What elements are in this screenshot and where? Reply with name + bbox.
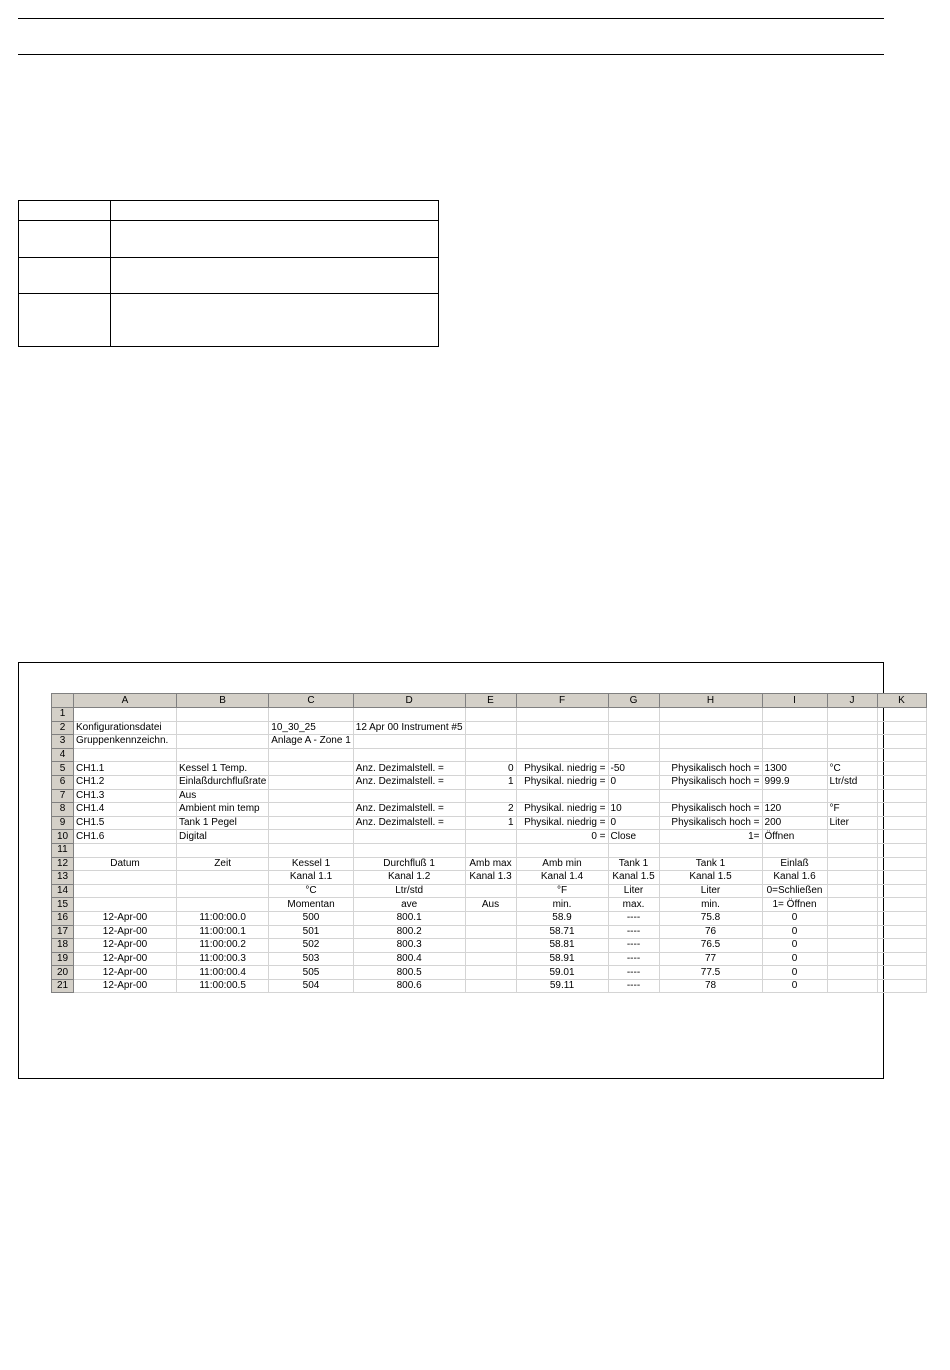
- cell-i8[interactable]: 120: [762, 803, 827, 817]
- cell-h10[interactable]: 1=: [659, 830, 762, 844]
- table-cell: [111, 294, 439, 347]
- cell-f14[interactable]: °F: [516, 884, 608, 898]
- cell-a7[interactable]: CH1.3: [74, 789, 177, 803]
- cell-h2[interactable]: [659, 721, 762, 735]
- cell-a19[interactable]: 12-Apr-00: [74, 952, 177, 966]
- column-header-j[interactable]: J: [827, 694, 877, 708]
- cell-a5[interactable]: CH1.1: [74, 762, 177, 776]
- cell-c11[interactable]: [269, 843, 354, 857]
- cell-j10[interactable]: [827, 830, 877, 844]
- cell-b13[interactable]: [177, 871, 269, 885]
- cell-j13[interactable]: [827, 871, 877, 885]
- cell-d16[interactable]: 800.1: [353, 911, 465, 925]
- sheet-row-19: [52, 952, 927, 966]
- cell-k18[interactable]: [877, 939, 926, 953]
- cell-a13[interactable]: [74, 871, 177, 885]
- cell-i14[interactable]: 0=Schließen: [762, 884, 827, 898]
- cell-j3[interactable]: [827, 735, 877, 749]
- cell-f7[interactable]: [516, 789, 608, 803]
- cell-b14[interactable]: [177, 884, 269, 898]
- column-header-e[interactable]: E: [465, 694, 516, 708]
- sheet-row-2: [52, 721, 927, 735]
- cell-g16[interactable]: ----: [608, 911, 659, 925]
- cell-h14[interactable]: Liter: [659, 884, 762, 898]
- table-cell: [19, 221, 111, 258]
- cell-f13[interactable]: Kanal 1.4: [516, 871, 608, 885]
- cell-i9[interactable]: 200: [762, 816, 827, 830]
- cell-f15[interactable]: min.: [516, 898, 608, 912]
- cell-i3[interactable]: [762, 735, 827, 749]
- cell-j17[interactable]: [827, 925, 877, 939]
- cell-k8[interactable]: [877, 803, 926, 817]
- cell-h12[interactable]: Tank 1: [659, 857, 762, 871]
- cell-b12[interactable]: Zeit: [177, 857, 269, 871]
- cell-g14[interactable]: Liter: [608, 884, 659, 898]
- cell-d9[interactable]: Anz. Dezimalstell. =: [353, 816, 465, 830]
- cell-k6[interactable]: [877, 775, 926, 789]
- cell-a14[interactable]: [74, 884, 177, 898]
- table-cell: [19, 294, 111, 347]
- cell-c21[interactable]: 504: [269, 979, 354, 993]
- cell-d10[interactable]: [353, 830, 465, 844]
- cell-g9[interactable]: 0: [608, 816, 659, 830]
- cell-b18[interactable]: 11:00:00.2: [177, 939, 269, 953]
- cell-d14[interactable]: Ltr/std: [353, 884, 465, 898]
- cell-g15[interactable]: max.: [608, 898, 659, 912]
- cell-b9[interactable]: Tank 1 Pegel: [177, 816, 269, 830]
- cell-h15[interactable]: min.: [659, 898, 762, 912]
- cell-a16[interactable]: 12-Apr-00: [74, 911, 177, 925]
- column-header-c[interactable]: C: [269, 694, 354, 708]
- cell-e20[interactable]: [465, 966, 516, 980]
- cell-h6[interactable]: Physikalisch hoch =: [659, 775, 762, 789]
- cell-c7[interactable]: [269, 789, 354, 803]
- cell-e5[interactable]: 0: [465, 762, 516, 776]
- cell-e19[interactable]: [465, 952, 516, 966]
- cell-d5[interactable]: Anz. Dezimalstell. =: [353, 762, 465, 776]
- cell-f12[interactable]: Amb min: [516, 857, 608, 871]
- row-header[interactable]: 20: [52, 966, 74, 980]
- cell-a12[interactable]: Datum: [74, 857, 177, 871]
- cell-f16[interactable]: 58.9: [516, 911, 608, 925]
- cell-j18[interactable]: [827, 939, 877, 953]
- cell-k14[interactable]: [877, 884, 926, 898]
- cell-j19[interactable]: [827, 952, 877, 966]
- spreadsheet: [51, 693, 927, 993]
- cell-j15[interactable]: [827, 898, 877, 912]
- cell-g2[interactable]: [608, 721, 659, 735]
- cell-i5[interactable]: 1300: [762, 762, 827, 776]
- row-header[interactable]: 12: [52, 857, 74, 871]
- cell-k9[interactable]: [877, 816, 926, 830]
- cell-i10[interactable]: Öffnen: [762, 830, 827, 844]
- cell-f9[interactable]: Physikal. niedrig =: [516, 816, 608, 830]
- cell-d19[interactable]: 800.4: [353, 952, 465, 966]
- cell-g18[interactable]: ----: [608, 939, 659, 953]
- cell-e3[interactable]: [465, 735, 516, 749]
- cell-i15[interactable]: 1= Öffnen: [762, 898, 827, 912]
- row-header[interactable]: 21: [52, 979, 74, 993]
- cell-d17[interactable]: 800.2: [353, 925, 465, 939]
- cell-c19[interactable]: 503: [269, 952, 354, 966]
- cell-b21[interactable]: 11:00:00.5: [177, 979, 269, 993]
- column-header-f[interactable]: F: [516, 694, 608, 708]
- cell-c4[interactable]: [269, 748, 354, 762]
- cell-e14[interactable]: [465, 884, 516, 898]
- column-header-row: [52, 694, 927, 708]
- cell-h20[interactable]: 77.5: [659, 966, 762, 980]
- cell-i16[interactable]: 0: [762, 911, 827, 925]
- cell-e8[interactable]: 2: [465, 803, 516, 817]
- table-cell: [111, 201, 439, 221]
- cell-b5[interactable]: Kessel 1 Temp.: [177, 762, 269, 776]
- second-rule: [18, 54, 884, 55]
- cell-g6[interactable]: 0: [608, 775, 659, 789]
- sheet-row-17: [52, 925, 927, 939]
- cell-b3[interactable]: [177, 735, 269, 749]
- cell-f2[interactable]: [516, 721, 608, 735]
- cell-a18[interactable]: 12-Apr-00: [74, 939, 177, 953]
- cell-c15[interactable]: Momentan: [269, 898, 354, 912]
- row-header[interactable]: 16: [52, 911, 74, 925]
- column-header-h[interactable]: H: [659, 694, 762, 708]
- cell-d20[interactable]: 800.5: [353, 966, 465, 980]
- sheet-row-10: [52, 830, 927, 844]
- sheet-row-21: [52, 979, 927, 993]
- cell-j5[interactable]: °C: [827, 762, 877, 776]
- cell-g12[interactable]: Tank 1: [608, 857, 659, 871]
- top-rule: [18, 18, 884, 19]
- cell-b17[interactable]: 11:00:00.1: [177, 925, 269, 939]
- sheet-row-9: [52, 816, 927, 830]
- cell-k4[interactable]: [877, 748, 926, 762]
- cell-h4[interactable]: [659, 748, 762, 762]
- cell-h18[interactable]: 76.5: [659, 939, 762, 953]
- cell-a11[interactable]: [74, 843, 177, 857]
- cell-i21[interactable]: 0: [762, 979, 827, 993]
- cell-d11[interactable]: [353, 843, 465, 857]
- cell-k5[interactable]: [877, 762, 926, 776]
- cell-d7[interactable]: [353, 789, 465, 803]
- cell-f4[interactable]: [516, 748, 608, 762]
- cell-f21[interactable]: 59.11: [516, 979, 608, 993]
- cell-j16[interactable]: [827, 911, 877, 925]
- cell-c10[interactable]: [269, 830, 354, 844]
- cell-i2[interactable]: [762, 721, 827, 735]
- cell-i13[interactable]: Kanal 1.6: [762, 871, 827, 885]
- cell-k19[interactable]: [877, 952, 926, 966]
- cell-h5[interactable]: Physikalisch hoch =: [659, 762, 762, 776]
- sheet-row-6: [52, 775, 927, 789]
- cell-j9[interactable]: Liter: [827, 816, 877, 830]
- cell-c5[interactable]: [269, 762, 354, 776]
- row-header[interactable]: 4: [52, 748, 74, 762]
- cell-b20[interactable]: 11:00:00.4: [177, 966, 269, 980]
- cell-d8[interactable]: Anz. Dezimalstell. =: [353, 803, 465, 817]
- cell-e1[interactable]: [465, 708, 516, 722]
- cell-h13[interactable]: Kanal 1.5: [659, 871, 762, 885]
- cell-d6[interactable]: Anz. Dezimalstell. =: [353, 775, 465, 789]
- cell-k15[interactable]: [877, 898, 926, 912]
- cell-a8[interactable]: CH1.4: [74, 803, 177, 817]
- cell-f20[interactable]: 59.01: [516, 966, 608, 980]
- cell-d4[interactable]: [353, 748, 465, 762]
- cell-i11[interactable]: [762, 843, 827, 857]
- table-cell: [111, 221, 439, 258]
- cell-f1[interactable]: [516, 708, 608, 722]
- cell-b15[interactable]: [177, 898, 269, 912]
- cell-c13[interactable]: Kanal 1.1: [269, 871, 354, 885]
- sheet-row-12: [52, 857, 927, 871]
- sheet-row-3: [52, 735, 927, 749]
- cell-e4[interactable]: [465, 748, 516, 762]
- cell-g7[interactable]: [608, 789, 659, 803]
- row-header[interactable]: 13: [52, 871, 74, 885]
- cell-k1[interactable]: [877, 708, 926, 722]
- cell-f19[interactable]: 58.91: [516, 952, 608, 966]
- row-header[interactable]: 9: [52, 816, 74, 830]
- cell-e15[interactable]: Aus: [465, 898, 516, 912]
- column-header-a[interactable]: A: [74, 694, 177, 708]
- cell-a2[interactable]: Konfigurationsdatei: [74, 721, 177, 735]
- cell-c9[interactable]: [269, 816, 354, 830]
- cell-k7[interactable]: [877, 789, 926, 803]
- cell-a9[interactable]: CH1.5: [74, 816, 177, 830]
- cell-b7[interactable]: Aus: [177, 789, 269, 803]
- sheet-row-18: [52, 939, 927, 953]
- cell-j21[interactable]: [827, 979, 877, 993]
- sheet-row-14: [52, 884, 927, 898]
- cell-g11[interactable]: [608, 843, 659, 857]
- cell-f17[interactable]: 58.71: [516, 925, 608, 939]
- cell-c20[interactable]: 505: [269, 966, 354, 980]
- cell-g10[interactable]: Close: [608, 830, 659, 844]
- sheet-row-4: [52, 748, 927, 762]
- row-header[interactable]: 1: [52, 708, 74, 722]
- cell-e10[interactable]: [465, 830, 516, 844]
- cell-i19[interactable]: 0: [762, 952, 827, 966]
- cell-a10[interactable]: CH1.6: [74, 830, 177, 844]
- column-header-k[interactable]: K: [877, 694, 926, 708]
- cell-d3[interactable]: [353, 735, 465, 749]
- cell-g5[interactable]: -50: [608, 762, 659, 776]
- cell-g4[interactable]: [608, 748, 659, 762]
- cell-h11[interactable]: [659, 843, 762, 857]
- cell-k20[interactable]: [877, 966, 926, 980]
- cell-j4[interactable]: [827, 748, 877, 762]
- cell-g13[interactable]: Kanal 1.5: [608, 871, 659, 885]
- cell-i12[interactable]: Einlaß: [762, 857, 827, 871]
- cell-b4[interactable]: [177, 748, 269, 762]
- row-header[interactable]: 11: [52, 843, 74, 857]
- cell-i18[interactable]: 0: [762, 939, 827, 953]
- cell-c18[interactable]: 502: [269, 939, 354, 953]
- cell-k10[interactable]: [877, 830, 926, 844]
- cell-k2[interactable]: [877, 721, 926, 735]
- cell-k12[interactable]: [877, 857, 926, 871]
- cell-i1[interactable]: [762, 708, 827, 722]
- cell-b19[interactable]: 11:00:00.3: [177, 952, 269, 966]
- row-header[interactable]: 6: [52, 775, 74, 789]
- cell-k21[interactable]: [877, 979, 926, 993]
- cell-e2[interactable]: [465, 721, 516, 735]
- column-header-g[interactable]: G: [608, 694, 659, 708]
- cell-e17[interactable]: [465, 925, 516, 939]
- empty-table: [18, 200, 439, 347]
- cell-h17[interactable]: 76: [659, 925, 762, 939]
- cell-c12[interactable]: Kessel 1: [269, 857, 354, 871]
- cell-j11[interactable]: [827, 843, 877, 857]
- cell-h3[interactable]: [659, 735, 762, 749]
- table-cell: [19, 201, 111, 221]
- cell-g3[interactable]: [608, 735, 659, 749]
- cell-e6[interactable]: 1: [465, 775, 516, 789]
- sheet-row-11: [52, 843, 927, 857]
- select-all-corner[interactable]: [52, 694, 74, 708]
- sheet-row-13: [52, 871, 927, 885]
- cell-j7[interactable]: [827, 789, 877, 803]
- cell-c6[interactable]: [269, 775, 354, 789]
- cell-c14[interactable]: °C: [269, 884, 354, 898]
- cell-c17[interactable]: 501: [269, 925, 354, 939]
- cell-a17[interactable]: 12-Apr-00: [74, 925, 177, 939]
- cell-k17[interactable]: [877, 925, 926, 939]
- sheet-row-15: [52, 898, 927, 912]
- row-header[interactable]: 10: [52, 830, 74, 844]
- cell-e13[interactable]: Kanal 1.3: [465, 871, 516, 885]
- cell-e11[interactable]: [465, 843, 516, 857]
- cell-h16[interactable]: 75.8: [659, 911, 762, 925]
- cell-j6[interactable]: Ltr/std: [827, 775, 877, 789]
- cell-i20[interactable]: 0: [762, 966, 827, 980]
- cell-k13[interactable]: [877, 871, 926, 885]
- cell-e16[interactable]: [465, 911, 516, 925]
- table-cell: [19, 258, 111, 294]
- cell-a1[interactable]: [74, 708, 177, 722]
- cell-g17[interactable]: ----: [608, 925, 659, 939]
- cell-a21[interactable]: 12-Apr-00: [74, 979, 177, 993]
- sheet-row-7: [52, 789, 927, 803]
- row-header[interactable]: 8: [52, 803, 74, 817]
- cell-b6[interactable]: Einlaßdurchflußrate: [177, 775, 269, 789]
- cell-f18[interactable]: 58.81: [516, 939, 608, 953]
- cell-k11[interactable]: [877, 843, 926, 857]
- cell-j8[interactable]: °F: [827, 803, 877, 817]
- cell-h19[interactable]: 77: [659, 952, 762, 966]
- cell-i4[interactable]: [762, 748, 827, 762]
- cell-j1[interactable]: [827, 708, 877, 722]
- cell-j20[interactable]: [827, 966, 877, 980]
- cell-e12[interactable]: Amb max: [465, 857, 516, 871]
- cell-b2[interactable]: [177, 721, 269, 735]
- cell-a15[interactable]: [74, 898, 177, 912]
- cell-d12[interactable]: Durchfluß 1: [353, 857, 465, 871]
- sheet-row-1: [52, 708, 927, 722]
- column-header-b[interactable]: B: [177, 694, 269, 708]
- cell-g19[interactable]: ----: [608, 952, 659, 966]
- column-header-i[interactable]: I: [762, 694, 827, 708]
- cell-b11[interactable]: [177, 843, 269, 857]
- cell-f8[interactable]: Physikal. niedrig =: [516, 803, 608, 817]
- cell-c8[interactable]: [269, 803, 354, 817]
- cell-e18[interactable]: [465, 939, 516, 953]
- row-header[interactable]: 17: [52, 925, 74, 939]
- cell-f5[interactable]: Physikal. niedrig =: [516, 762, 608, 776]
- cell-d1[interactable]: [353, 708, 465, 722]
- cell-e9[interactable]: 1: [465, 816, 516, 830]
- cell-i6[interactable]: 999.9: [762, 775, 827, 789]
- cell-j2[interactable]: [827, 721, 877, 735]
- cell-b1[interactable]: [177, 708, 269, 722]
- sheet-row-5: [52, 762, 927, 776]
- cell-e7[interactable]: [465, 789, 516, 803]
- cell-c2[interactable]: 10_30_25: [269, 721, 354, 735]
- cell-a6[interactable]: CH1.2: [74, 775, 177, 789]
- cell-d15[interactable]: ave: [353, 898, 465, 912]
- cell-h1[interactable]: [659, 708, 762, 722]
- cell-h8[interactable]: Physikalisch hoch =: [659, 803, 762, 817]
- sheet-row-16: [52, 911, 927, 925]
- column-header-d[interactable]: D: [353, 694, 465, 708]
- cell-g8[interactable]: 10: [608, 803, 659, 817]
- cell-j14[interactable]: [827, 884, 877, 898]
- cell-d21[interactable]: 800.6: [353, 979, 465, 993]
- cell-c1[interactable]: [269, 708, 354, 722]
- sheet-row-8: [52, 803, 927, 817]
- row-header[interactable]: 5: [52, 762, 74, 776]
- cell-d13[interactable]: Kanal 1.2: [353, 871, 465, 885]
- cell-f11[interactable]: [516, 843, 608, 857]
- cell-d2[interactable]: 12 Apr 00 Instrument #5: [353, 721, 465, 735]
- cell-k16[interactable]: [877, 911, 926, 925]
- sheet-row-20: [52, 966, 927, 980]
- row-header[interactable]: 14: [52, 884, 74, 898]
- cell-j12[interactable]: [827, 857, 877, 871]
- cell-c3[interactable]: Anlage A - Zone 1: [269, 735, 354, 749]
- cell-b10[interactable]: Digital: [177, 830, 269, 844]
- cell-b16[interactable]: 11:00:00.0: [177, 911, 269, 925]
- cell-h7[interactable]: [659, 789, 762, 803]
- row-header[interactable]: 15: [52, 898, 74, 912]
- cell-a20[interactable]: 12-Apr-00: [74, 966, 177, 980]
- cell-a4[interactable]: [74, 748, 177, 762]
- cell-f3[interactable]: [516, 735, 608, 749]
- cell-d18[interactable]: 800.3: [353, 939, 465, 953]
- cell-b8[interactable]: Ambient min temp: [177, 803, 269, 817]
- row-header[interactable]: 18: [52, 939, 74, 953]
- cell-h9[interactable]: Physikalisch hoch =: [659, 816, 762, 830]
- row-header[interactable]: 3: [52, 735, 74, 749]
- row-header[interactable]: 19: [52, 952, 74, 966]
- cell-e21[interactable]: [465, 979, 516, 993]
- cell-i7[interactable]: [762, 789, 827, 803]
- cell-k3[interactable]: [877, 735, 926, 749]
- cell-g21[interactable]: ----: [608, 979, 659, 993]
- cell-c16[interactable]: 500: [269, 911, 354, 925]
- row-header[interactable]: 7: [52, 789, 74, 803]
- cell-f6[interactable]: Physikal. niedrig =: [516, 775, 608, 789]
- cell-a3[interactable]: Gruppenkennzeichn.: [74, 735, 177, 749]
- cell-f10[interactable]: 0 =: [516, 830, 608, 844]
- cell-g1[interactable]: [608, 708, 659, 722]
- table-cell: [111, 258, 439, 294]
- row-header[interactable]: 2: [52, 721, 74, 735]
- cell-h21[interactable]: 78: [659, 979, 762, 993]
- cell-g20[interactable]: ----: [608, 966, 659, 980]
- cell-i17[interactable]: 0: [762, 925, 827, 939]
